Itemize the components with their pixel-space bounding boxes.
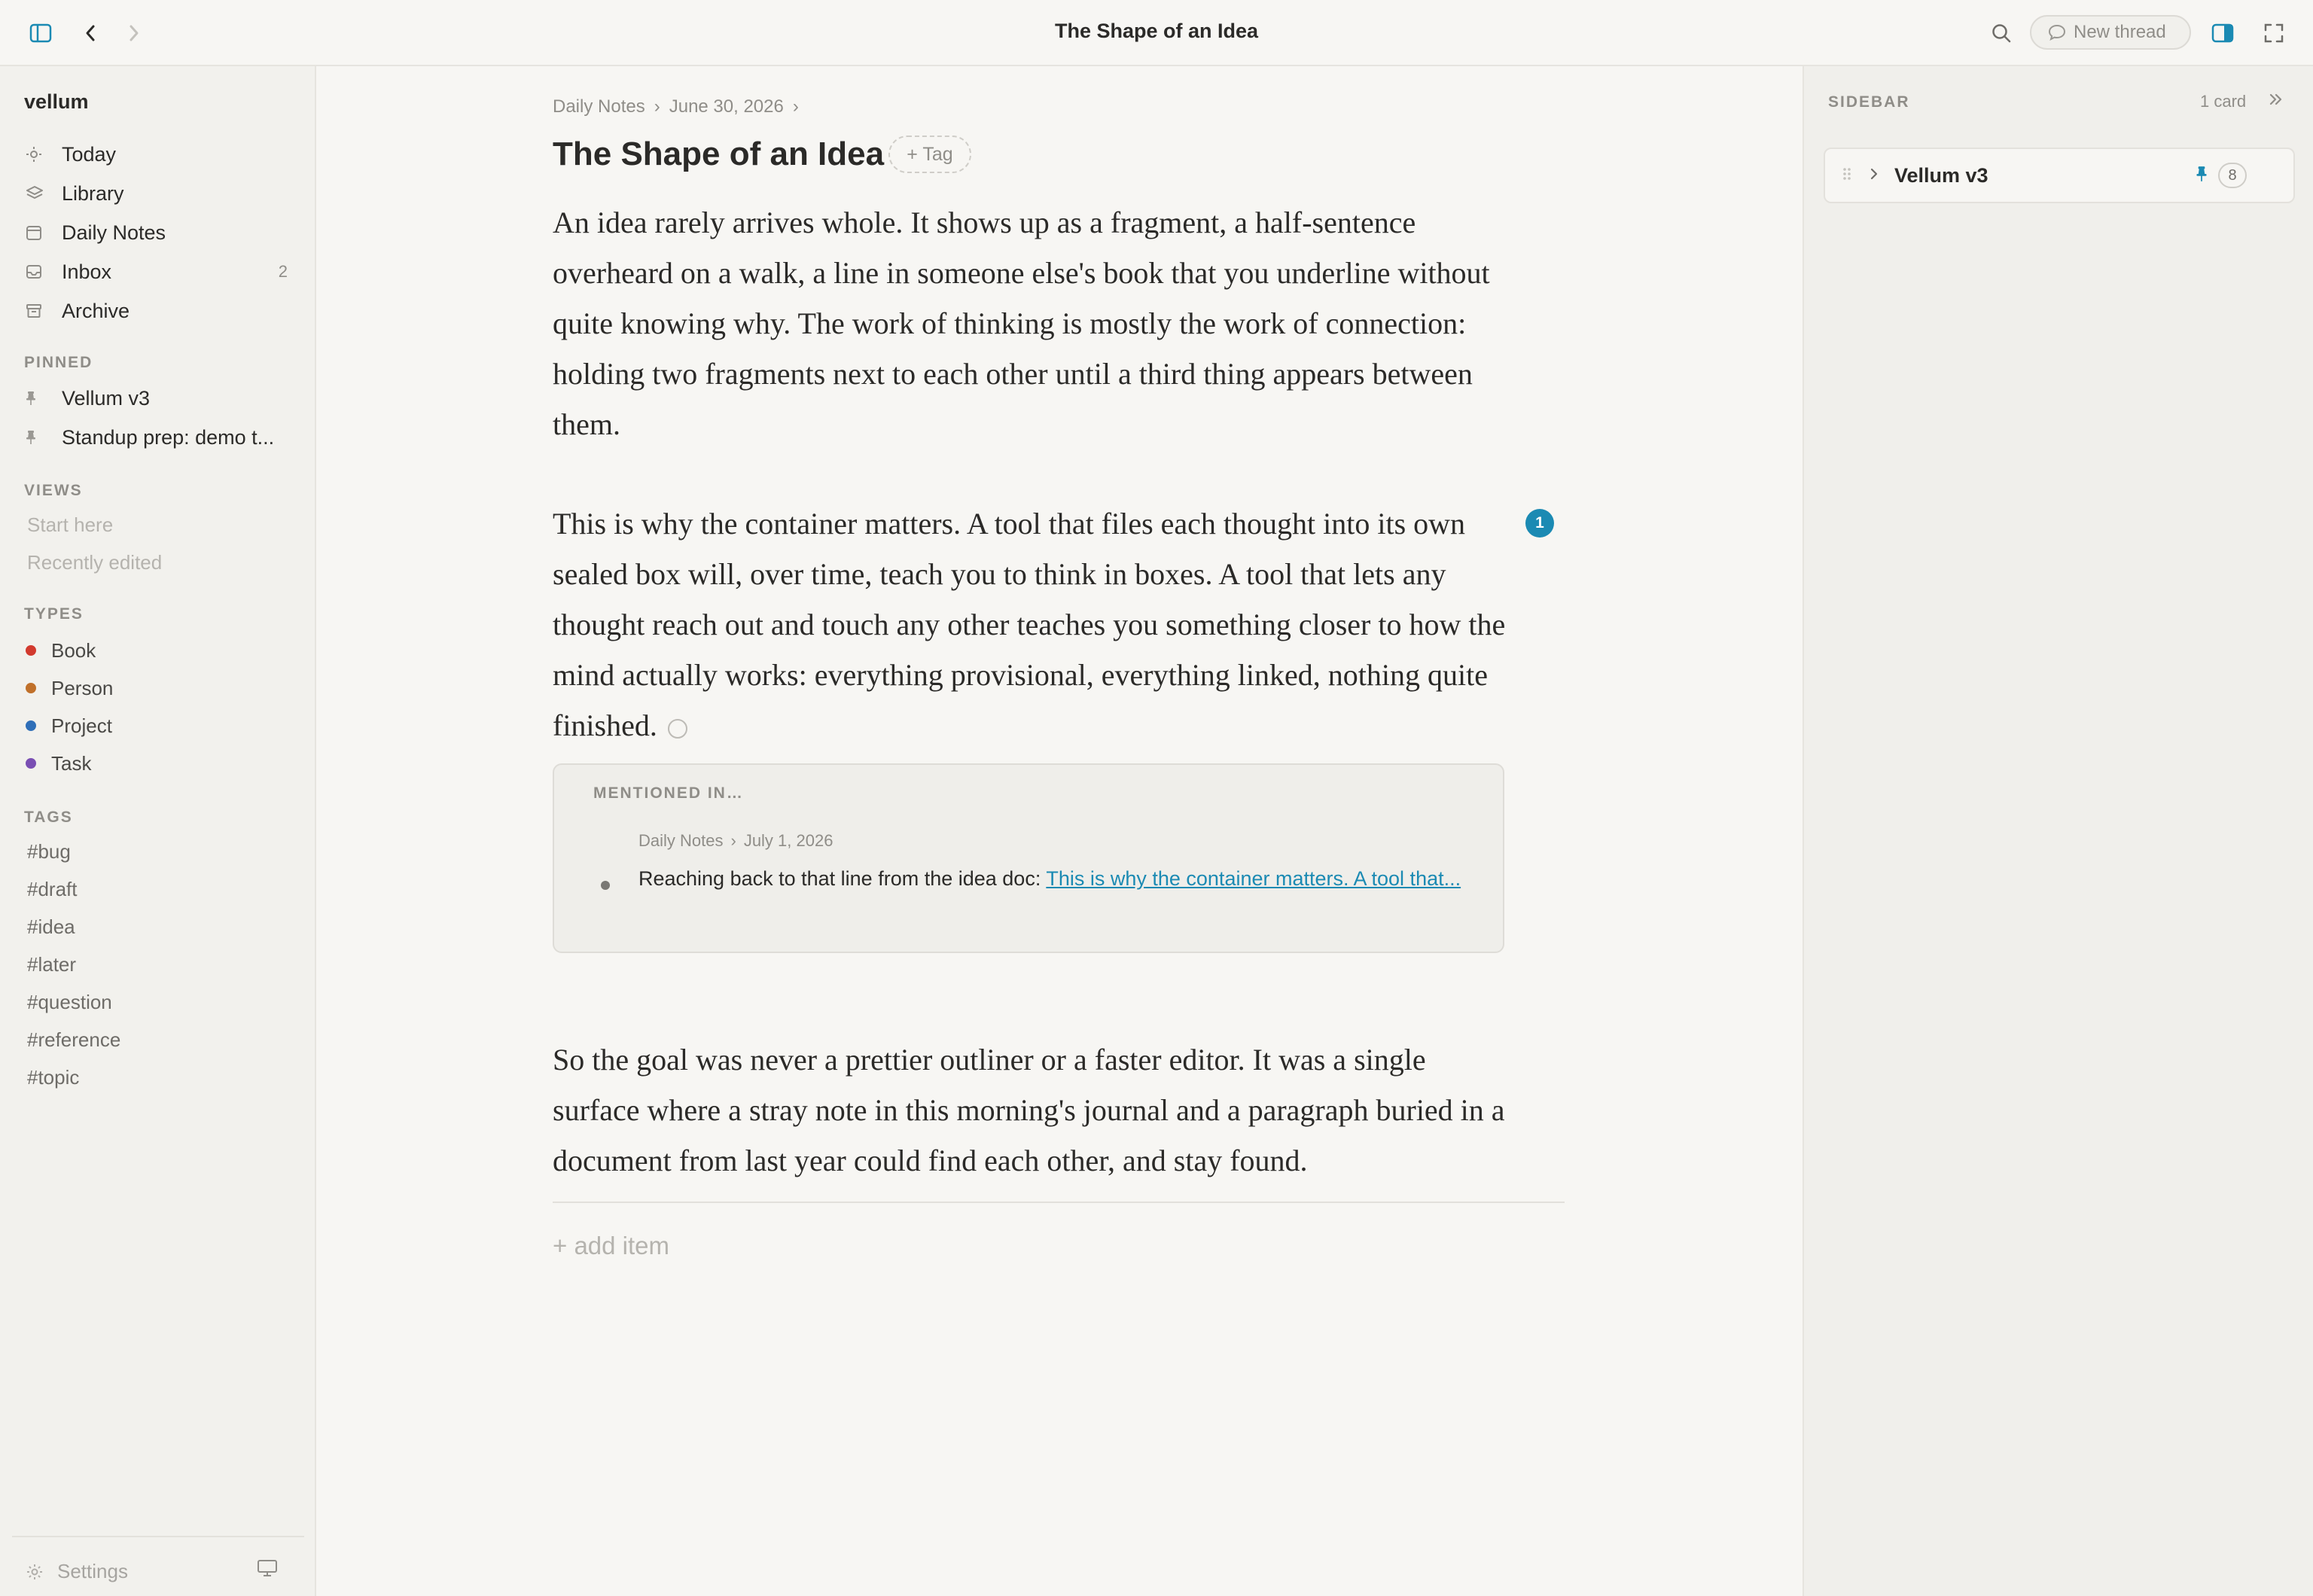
view-start-here[interactable]: Start here xyxy=(27,513,114,536)
tags-heading: TAGS xyxy=(24,809,73,826)
window-title: The Shape of an Idea xyxy=(1054,20,1259,42)
breadcrumb-item[interactable]: June 30, 2026 xyxy=(669,96,784,117)
nav-label: Library xyxy=(62,181,124,205)
settings-label: Settings xyxy=(57,1560,128,1582)
block-handle-icon[interactable] xyxy=(668,719,687,739)
types-heading: TYPES xyxy=(24,605,84,623)
nav-item-today[interactable] xyxy=(21,137,298,172)
card-title: Vellum v3 xyxy=(1894,163,1988,187)
settings-button[interactable] xyxy=(26,1560,128,1583)
type-label: Person xyxy=(51,676,114,699)
inbox-count: 2 xyxy=(278,262,288,281)
sidebar-card[interactable] xyxy=(1824,148,2295,203)
type-color-dot xyxy=(26,683,36,693)
mention-breadcrumb xyxy=(638,831,833,851)
breadcrumb-item[interactable]: Daily Notes xyxy=(553,96,645,117)
calendar-icon xyxy=(21,215,51,250)
type-label: Project xyxy=(51,714,112,737)
tag-item-reference[interactable]: #reference xyxy=(27,1028,121,1051)
document-divider xyxy=(553,1202,1565,1203)
pin-icon[interactable] xyxy=(2196,165,2208,187)
document-pane xyxy=(316,66,1803,1596)
tag-item-topic[interactable]: #topic xyxy=(27,1066,80,1089)
type-color-dot xyxy=(26,758,36,769)
nav-label: Inbox xyxy=(62,260,112,283)
new-thread-label: New thread xyxy=(2074,22,2166,42)
fullscreen-icon[interactable] xyxy=(2257,17,2290,50)
pinned-heading: PINNED xyxy=(24,354,93,371)
drag-handle-icon[interactable] xyxy=(1842,166,1852,186)
pinned-item-standup-prep[interactable] xyxy=(21,420,298,455)
brand-name: vellum xyxy=(24,90,89,113)
type-color-dot xyxy=(26,720,36,731)
breadcrumb xyxy=(553,96,799,117)
breadcrumb-item[interactable]: July 1, 2026 xyxy=(743,831,833,850)
type-label: Task xyxy=(51,751,92,775)
archive-icon xyxy=(21,294,51,328)
nav-item-archive[interactable] xyxy=(21,294,298,328)
mentions-panel xyxy=(553,763,1504,953)
collapse-sidebar-icon[interactable] xyxy=(2266,90,2284,112)
page-title[interactable]: The Shape of an Idea xyxy=(553,136,885,172)
card-count: 1 card xyxy=(2200,92,2247,111)
pin-icon xyxy=(21,381,51,416)
bullet-icon xyxy=(601,881,610,890)
layers-icon xyxy=(21,176,51,211)
mention-text xyxy=(638,863,1474,894)
tag-item-idea[interactable]: #idea xyxy=(27,915,75,938)
sidebar-footer-divider xyxy=(12,1536,304,1537)
chevron-right-icon: › xyxy=(730,831,736,850)
chevron-right-icon: › xyxy=(654,96,660,117)
paragraph-text: So the goal was never a prettier outliner or a faster editor. It was a single surface where a stray note in this morning's journal and a paragraph buried in a document from last year could find each other, and stay found. xyxy=(553,1043,1505,1177)
chat-bubble-icon xyxy=(2048,24,2066,41)
pinned-label: Vellum v3 xyxy=(62,386,151,410)
top-bar xyxy=(0,0,2313,66)
chevron-right-icon: › xyxy=(792,96,799,117)
pin-icon xyxy=(21,420,51,455)
paragraph-text: This is why the container matters. A tool that files each thought into its own sealed box will, over time, teach you to think in boxes. A tool that lets any thought reach out and touch any other teaches you something closer to how the mind actually works: everything provisional, everything linked, nothing quite finished. xyxy=(553,507,1506,742)
type-item-book[interactable] xyxy=(26,635,96,666)
tag-item-bug[interactable]: #bug xyxy=(27,840,71,863)
paragraph-block[interactable] xyxy=(553,498,1510,751)
tag-item-later[interactable]: #later xyxy=(27,953,77,976)
add-item-button[interactable]: + add item xyxy=(553,1232,670,1259)
card-count-badge: 8 xyxy=(2218,163,2247,188)
type-item-task[interactable] xyxy=(26,748,91,778)
sun-icon xyxy=(21,137,51,172)
nav-label: Daily Notes xyxy=(62,221,166,244)
new-thread-button[interactable] xyxy=(2030,15,2191,50)
mention-link[interactable]: This is why the container matters. A tool that... xyxy=(1046,867,1461,890)
type-color-dot xyxy=(26,645,36,656)
add-tag-button[interactable]: + Tag xyxy=(888,136,971,173)
nav-item-daily-notes[interactable] xyxy=(21,215,298,250)
tag-item-draft[interactable]: #draft xyxy=(27,878,78,900)
pinned-item-vellum-v3[interactable] xyxy=(21,381,298,416)
paragraph-text: An idea rarely arrives whole. It shows up as a fragment, a half-sentence overheard on a walk, a line in someone else's book that you underline without quite knowing why. The work of thinking is mostly the work of connection: holding two fragments next to each other until a third thing appears between them. xyxy=(553,206,1490,441)
view-recently-edited[interactable]: Recently edited xyxy=(27,551,163,574)
sidebar-heading: SIDEBAR xyxy=(1828,93,1910,111)
nav-label: Today xyxy=(62,142,117,166)
monitor-icon[interactable] xyxy=(256,1558,279,1582)
type-item-person[interactable] xyxy=(26,673,113,703)
type-label: Book xyxy=(51,638,96,662)
tag-item-question[interactable]: #question xyxy=(27,991,112,1013)
paragraph-block[interactable] xyxy=(553,1034,1510,1186)
inbox-icon xyxy=(21,254,51,289)
gear-icon xyxy=(26,1563,44,1581)
mentions-heading: MENTIONED IN… xyxy=(593,784,744,802)
chevron-right-icon[interactable] xyxy=(1869,166,1879,186)
reference-count-badge[interactable]: 1 xyxy=(1525,509,1554,538)
search-icon[interactable] xyxy=(1985,17,2018,50)
right-sidebar xyxy=(1803,66,2313,1596)
nav-item-library[interactable] xyxy=(21,176,298,211)
type-item-project[interactable] xyxy=(26,711,112,741)
mention-text-body: Reaching back to that line from the idea doc: xyxy=(638,867,1047,890)
nav-label: Archive xyxy=(62,299,130,322)
left-sidebar xyxy=(0,66,316,1596)
views-heading: VIEWS xyxy=(24,482,83,499)
paragraph-block[interactable] xyxy=(553,197,1510,449)
breadcrumb-item[interactable]: Daily Notes xyxy=(638,831,724,850)
toggle-right-sidebar-icon[interactable] xyxy=(2206,17,2239,50)
nav-item-inbox[interactable] xyxy=(21,254,298,289)
pinned-label: Standup prep: demo t... xyxy=(62,425,275,449)
